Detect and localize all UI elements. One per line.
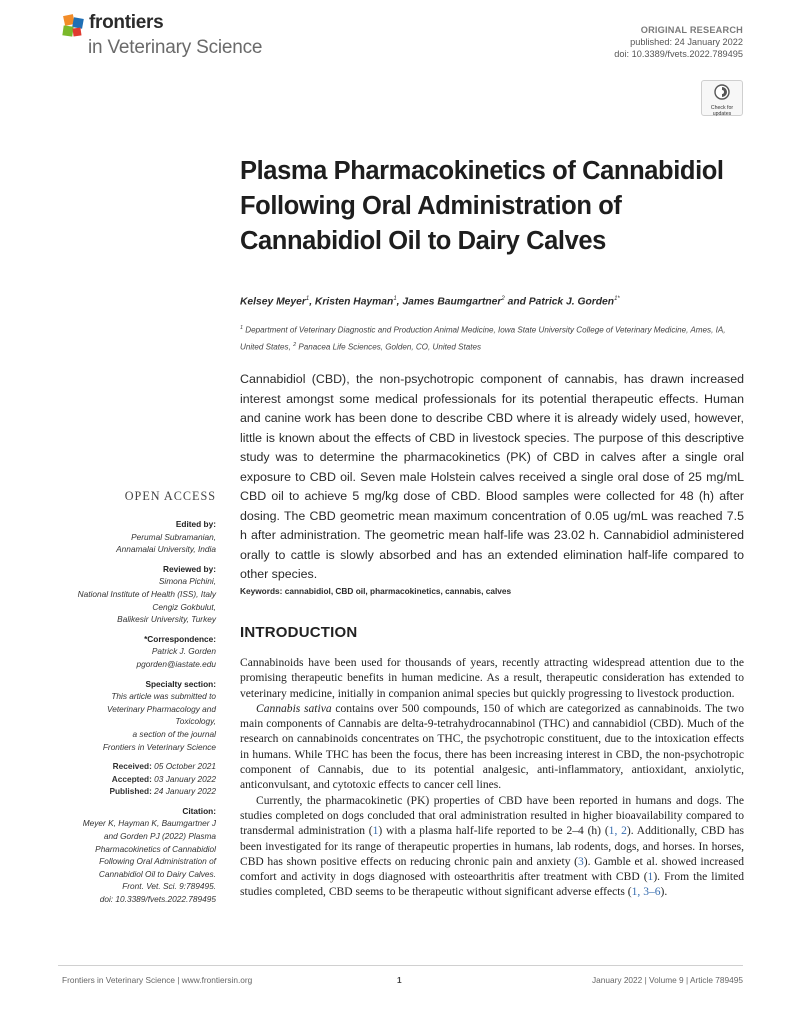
check-label-2: updates <box>712 111 732 117</box>
keywords: Keywords: cannabidiol, CBD oil, pharmacokinetics, cannabis, calves <box>240 586 512 596</box>
published-date: published: 24 January 2022 <box>630 37 743 47</box>
introduction-body <box>240 656 744 901</box>
accepted-value: 03 January 2022 <box>151 773 216 784</box>
section-heading-introduction: INTRODUCTION <box>240 624 358 641</box>
specialty-line: Veterinary Pharmacology and <box>107 703 216 714</box>
author-sup: 2 <box>501 296 505 302</box>
article-meta <box>614 24 743 60</box>
page-number: 1 <box>397 975 402 985</box>
citation-line: Front. Vet. Sci. 9:789495. <box>122 881 216 892</box>
citation-line: Pharmacokinetics of Cannabidiol <box>95 843 216 854</box>
author-sup: 1 <box>305 296 310 302</box>
correspondence-name: Patrick J. Gorden <box>151 646 216 657</box>
paragraph-text: ). From the limited studies completed, CBD seems to be therapeutic without significant adverse effects ( <box>240 871 744 899</box>
received-label: Received: <box>112 761 152 772</box>
reviewer-affiliation: National Institute of Health (ISS), Italy <box>77 588 216 599</box>
reference-link[interactable]: 1, 2 <box>608 825 627 838</box>
check-label-1: Check for <box>710 105 734 111</box>
editor-name: Perumal Subramanian, <box>131 531 216 542</box>
author-sep: , <box>396 296 403 308</box>
paragraph: Cannabinoids have been used for thousands of years, recently attracting widespread attention due to the promising therapeutic benefits in human medicine. As a result, therapeutic consideration has extended to veterinary medicine, initially in companion animal species but quickly progressing to livestock production. <box>240 657 744 700</box>
accepted-label: Accepted: <box>111 773 152 784</box>
received-value: 05 October 2021 <box>151 761 216 772</box>
reviewer-affiliation: Balikesir University, Turkey <box>117 614 216 625</box>
citation-line: and Gorden PJ (2022) Plasma <box>103 831 216 842</box>
journal-name: in Veterinary Science <box>88 37 263 58</box>
citation-doi[interactable]: doi: 10.3389/fvets.2022.789495 <box>99 894 216 905</box>
editor-affiliation: Annamalai University, India <box>116 544 216 555</box>
paragraph-text: ). <box>660 886 668 899</box>
paragraph-text: ). Additionally, CBD has been investigated for its range of therapeutic properties in humans, lab rodents, dogs, and horses. In horses, CBD has shown positive effects on reducing chronic pain and anxiety ( <box>240 825 745 868</box>
author-name[interactable]: Patrick J. Gorden <box>528 296 615 308</box>
author-name[interactable]: Kelsey Meyer <box>240 296 306 308</box>
author-sep: , <box>309 296 315 308</box>
journal-logo[interactable] <box>62 12 292 60</box>
brand-name: frontiers <box>89 12 164 33</box>
paragraph-text: ). Gamble et al. showed increased comfort and activity in dogs diagnosed with osteoarthritis after treatment with CBD ( <box>240 855 744 884</box>
reference-link[interactable]: 1 <box>647 871 654 884</box>
reviewer-name: Cengiz Gokbulut, <box>152 601 216 612</box>
open-access-label: OPEN ACCESS <box>124 489 216 503</box>
edited-by-heading: Edited by: <box>175 519 216 529</box>
correspondence-email[interactable]: pgorden@iastate.edu <box>136 658 216 669</box>
check-for-updates-button[interactable] <box>701 80 743 116</box>
correspondence-heading: *Correspondence: <box>144 633 216 644</box>
article-sidebar <box>36 518 216 906</box>
frontiers-logo-icon <box>62 14 86 40</box>
author-sup: 1 <box>393 296 397 302</box>
reviewer-name: Simona Pichini, <box>158 576 216 587</box>
author-name[interactable]: James Baumgartner <box>402 296 502 308</box>
paragraph-text: ) with a plasma half-life reported to be 2–4 (h) ( <box>378 825 609 838</box>
author-sep: and <box>504 296 529 308</box>
reference-link[interactable]: 1, 3–6 <box>631 886 661 899</box>
doi-link[interactable]: doi: 10.3389/fvets.2022.789495 <box>614 49 743 59</box>
published-label: Published: <box>109 786 152 797</box>
abstract: Cannabidiol (CBD), the non-psychotropic component of cannabis, has drawn increased interest amongst some medical professionals for its potential therapeutic effects. Human and canine work has been done to describe CBD where it is already widely used, however, little is known about the effects of CBD in livestock species. The purpose of this descriptive study was to determine the pharmacokinetics (PK) of CBD in calves after a single oral exposure to CBD oil. Seven male Holstein calves received a single oral dose of 25 mg/mL CBD oil to achieve 5 mg/kg dose of CBD. Blood samples were collected for 48 (h) after dosing. The CBD geometric mean maximum concentration of 0.05 ug/mL was reached 7.5 h after administration. The geometric mean half-life was 23.02 h. Cannabidiol administered orally to cattle is slowly absorbed and has an extended elimination half-life compared to other species. <box>240 372 744 581</box>
affil-sup: 2 <box>293 341 297 348</box>
author-sup: 1* <box>614 296 620 302</box>
affiliation-2: Panacea Life Sciences, Golden, CO, United States <box>296 342 482 352</box>
reference-link[interactable]: 1 <box>372 825 379 838</box>
citation-line: Following Oral Administration of <box>99 856 216 867</box>
footer-divider <box>58 965 743 966</box>
specialty-line: Frontiers in Veterinary Science <box>102 741 216 752</box>
paragraph <box>240 702 744 794</box>
affil-sup: 1 <box>240 325 244 331</box>
check-updates-icon <box>714 84 730 100</box>
paragraph <box>240 794 744 901</box>
footer-journal-link[interactable]: Frontiers in Veterinary Science | www.frontiersin.org <box>62 975 253 985</box>
accepted-date <box>36 773 216 786</box>
article-title: Plasma Pharmacokinetics of Cannabidiol Following Oral Administration of Cannabidiol Oil to Dairy Calves <box>240 157 724 255</box>
citation-heading: Citation: <box>182 805 216 816</box>
affiliation-1: Department of Veterinary Diagnostic and Production Animal Medicine, Iowa State University College of Veterinary Medicine, Ames, IA, United States, <box>240 325 726 352</box>
reviewed-by-heading: Reviewed by: <box>162 563 216 574</box>
citation-line: Meyer K, Hayman K, Baumgartner J <box>82 818 216 829</box>
author-name[interactable]: Kristen Hayman <box>314 296 394 308</box>
footer-issue-info: January 2022 | Volume 9 | Article 789495 <box>592 975 743 985</box>
specialty-heading: Specialty section: <box>145 678 216 689</box>
paragraph-text: Currently, the pharmacokinetic (PK) properties of CBD have been reported in humans and dogs. The studies completed on dogs concluded that oral administration resulted in higher bioavailability compared to transdermal administration ( <box>240 794 744 838</box>
received-date <box>36 760 216 773</box>
species-name: Cannabis sativa <box>256 702 332 715</box>
published-date-side <box>36 785 216 798</box>
specialty-line: Toxicology, <box>175 716 216 727</box>
reference-link[interactable]: 3 <box>578 855 584 868</box>
specialty-line: a section of the journal <box>132 728 216 739</box>
affiliations <box>240 321 742 354</box>
specialty-line: This article was submitted to <box>111 691 216 702</box>
published-value: 24 January 2022 <box>151 786 216 797</box>
author-list <box>240 296 740 307</box>
article-type: ORIGINAL RESEARCH <box>640 25 743 35</box>
paragraph-text: contains over 500 compounds, 150 of which are categorized as cannabinoids. The two main components of Cannabis are delta-9-tetrahydrocannabinol (THC) and cannabidiol (CBD). Much of the research on cannabinoids concentrates on THC, the psychotropic constituent, due to the intoxication effects in humans. While THC has been the focus, there has been increasing interest in CBD, the non-psychotropic component of Cannabis, due to its potential analgesic, anti-inflammatory, antioxidant, anxiolytic, anticonvulsant, and cytotoxic effects to cancer cell lines. <box>240 702 744 792</box>
citation-line: Cannabidiol Oil to Dairy Calves. <box>98 868 216 879</box>
